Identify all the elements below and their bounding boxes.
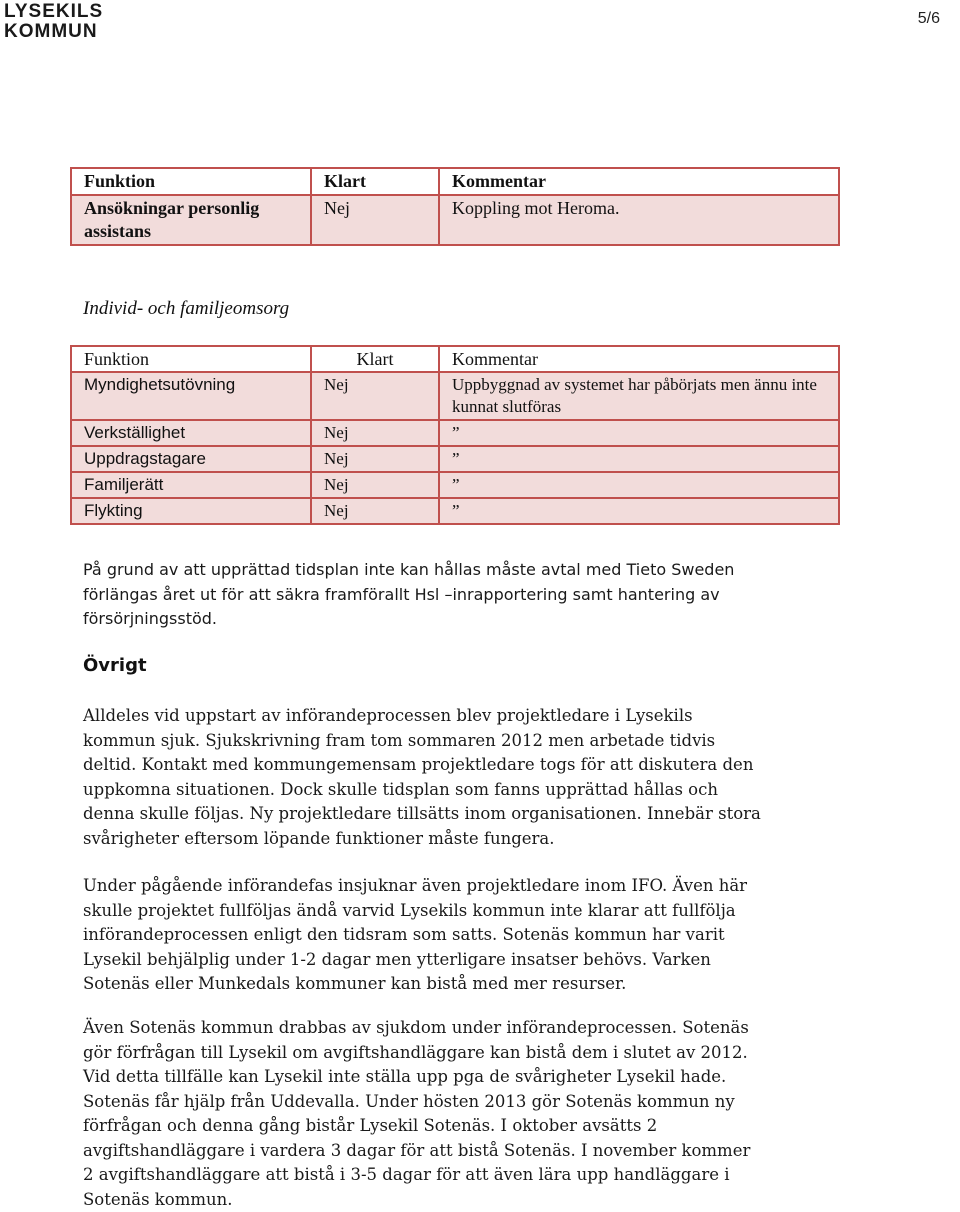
- header-cell-comment: Kommentar: [439, 346, 839, 372]
- cell-done: Nej: [311, 498, 439, 524]
- cell-comment: Uppbyggnad av systemet har påbörjats men ännu inte kunnat slutföras: [439, 372, 839, 420]
- cell-comment: ”: [439, 472, 839, 498]
- header-cell-function: Funktion: [71, 346, 311, 372]
- header-cell-done: Klart: [311, 346, 439, 372]
- table-row: [71, 498, 839, 524]
- table-row: [71, 372, 839, 420]
- header-cell-done: Klart: [311, 168, 439, 195]
- table-header-row: [71, 168, 839, 195]
- paragraph-project-leader: Alldeles vid uppstart av införandeprocessen blev projektledare i Lysekils kommun sjuk. Sjukskrivning fram tom sommaren 2012 men arbetade tidvis deltid. Kontakt med kommungemensam projektledare togs för att diskutera den uppkomna situationen. Dock skulle tidsplan som fanns upprättad hållas och denna skulle följas. Ny projektledare tillsätts inom organisationen. Innebär stora svårigheter eftersom löpande funktioner måste fungera.: [83, 706, 761, 848]
- function-status-table-1: [70, 167, 840, 246]
- page-number: 5/6: [917, 10, 940, 27]
- cell-done: Nej: [311, 420, 439, 446]
- section-title: Individ- och familjeomsorg: [83, 298, 290, 319]
- cell-function: Ansökningar personlig assistans: [71, 195, 311, 245]
- cell-done: Nej: [311, 372, 439, 420]
- logo-line-1: LYSEKILS: [4, 1, 104, 22]
- cell-comment: ”: [439, 420, 839, 446]
- lysekils-kommun-logo: [4, 2, 103, 42]
- paragraph-sotenas: Även Sotenäs kommun drabbas av sjukdom under införandeprocessen. Sotenäs gör förfrågan till Lysekil om avgiftshandläggare kan bistå dem i slutet av 2012. Vid detta tillfälle kan Lysekil inte ställa upp pga de svårigheter Lysekil hade. Sotenäs får hjälp från Uddevalla. Under hösten 2013 gör Sotenäs kommun ny förfrågan och denna gång bistår Lysekil Sotenäs. I oktober avsätts 2 avgiftshandläggare i vardera 3 dagar för att bistå Sotenäs. I november kommer 2 avgiftshandläggare att bistå i 3-5 dagar för att även lära upp handläggare i Sotenäs kommun.: [83, 1018, 751, 1209]
- cell-comment: Koppling mot Heroma.: [439, 195, 839, 245]
- cell-done: Nej: [311, 472, 439, 498]
- table-row: [71, 472, 839, 498]
- logo-line-2: KOMMUN: [4, 21, 98, 42]
- cell-function: Verkställighet: [71, 420, 311, 446]
- cell-function: Flykting: [71, 498, 311, 524]
- table-row: [71, 446, 839, 472]
- table-header-row: [71, 346, 839, 372]
- cell-comment: ”: [439, 498, 839, 524]
- paragraph-timeline: På grund av att upprättad tidsplan inte kan hållas måste avtal med Tieto Sweden förlängas året ut för att säkra framförallt Hsl –inrapportering samt hantering av försörjningsstöd.: [83, 560, 735, 628]
- cell-done: Nej: [311, 446, 439, 472]
- cell-comment: ”: [439, 446, 839, 472]
- function-status-table-2: [70, 345, 840, 525]
- cell-function: Uppdragstagare: [71, 446, 311, 472]
- cell-done: Nej: [311, 195, 439, 245]
- cell-function: Myndighetsutövning: [71, 372, 311, 420]
- header-cell-function: Funktion: [71, 168, 311, 195]
- table-row: [71, 420, 839, 446]
- paragraph-ifo: Under pågående införandefas insjuknar även projektledare inom IFO. Även här skulle projektet fullföljas ändå varvid Lysekils kommun inte klarar att fullfölja införandeprocessen enligt den tidsram som satts. Sotenäs kommun har varit Lysekil behjälplig under 1-2 dagar men ytterligare insatser behövs. Varken Sotenäs eller Munkedals kommuner kan bistå med mer resurser.: [83, 876, 748, 993]
- table-row: [71, 195, 839, 245]
- cell-function: Familjerätt: [71, 472, 311, 498]
- header-cell-comment: Kommentar: [439, 168, 839, 195]
- heading-other: Övrigt: [83, 655, 147, 676]
